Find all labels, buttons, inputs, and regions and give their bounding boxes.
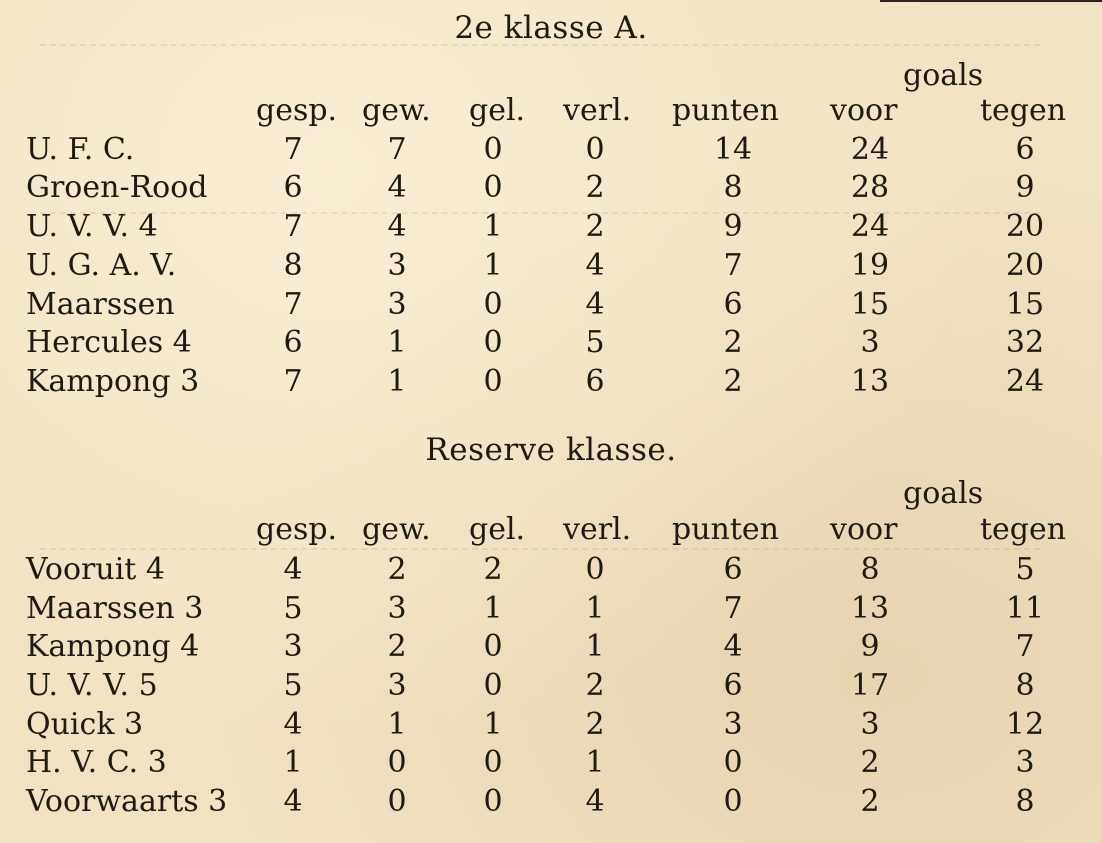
cell-verl: 2 — [585, 170, 605, 205]
cell-punten: 8 — [723, 170, 743, 205]
cell-punten: 2 — [723, 364, 743, 399]
cell-punten: 7 — [723, 248, 743, 283]
cell-gew: 3 — [387, 248, 407, 283]
cell-punten: 2 — [723, 325, 743, 360]
cell-punten: 7 — [723, 591, 743, 626]
cell-verl: 4 — [585, 287, 605, 322]
cell-voor: 28 — [850, 170, 890, 205]
cell-gel: 1 — [483, 209, 503, 244]
cell-gesp: 4 — [283, 552, 303, 587]
cell-tegen: 8 — [1015, 668, 1035, 703]
table-1-header-verl: verl. — [563, 93, 632, 128]
cell-gesp: 6 — [283, 170, 303, 205]
team-name: Groen-Rood — [26, 170, 208, 205]
team-name: Quick 3 — [26, 707, 144, 742]
cell-voor: 24 — [850, 209, 890, 244]
cell-gew: 2 — [387, 552, 407, 587]
table-2-goals-label: goals — [903, 476, 984, 511]
cell-tegen: 12 — [1005, 707, 1045, 742]
cell-gel: 0 — [483, 784, 503, 819]
cell-punten: 0 — [723, 784, 743, 819]
cell-gel: 0 — [483, 170, 503, 205]
cell-voor: 24 — [850, 132, 890, 167]
cell-gew: 1 — [387, 325, 407, 360]
cell-gew: 0 — [387, 745, 407, 780]
cell-gel: 0 — [483, 132, 503, 167]
cell-voor: 9 — [860, 629, 880, 664]
cell-gesp: 8 — [283, 248, 303, 283]
cell-gesp: 5 — [283, 591, 303, 626]
table-1-goals-label: goals — [903, 58, 984, 93]
cell-gesp: 6 — [283, 325, 303, 360]
cell-tegen: 11 — [1005, 591, 1045, 626]
cell-voor: 19 — [850, 248, 890, 283]
cell-tegen: 20 — [1005, 248, 1045, 283]
cell-verl: 2 — [585, 668, 605, 703]
cell-verl: 5 — [585, 325, 605, 360]
cell-gel: 1 — [483, 591, 503, 626]
cell-gew: 0 — [387, 784, 407, 819]
table-1-header-gew: gew. — [362, 93, 431, 128]
team-name: Vooruit 4 — [26, 552, 165, 587]
table-1-header-gesp: gesp. — [256, 93, 338, 128]
cell-gesp: 4 — [283, 707, 303, 742]
cell-gew: 2 — [387, 629, 407, 664]
cell-tegen: 6 — [1015, 132, 1035, 167]
cell-voor: 2 — [860, 784, 880, 819]
table-2-header-punten: punten — [672, 512, 779, 547]
cell-gel: 0 — [483, 325, 503, 360]
cell-voor: 17 — [850, 668, 890, 703]
table-1-header-punten: punten — [672, 93, 779, 128]
team-name: U. G. A. V. — [26, 248, 177, 283]
cell-punten: 0 — [723, 745, 743, 780]
team-name: Kampong 3 — [26, 364, 200, 399]
cell-punten: 6 — [723, 287, 743, 322]
table-2-header-gew: gew. — [362, 512, 431, 547]
cell-verl: 6 — [585, 364, 605, 399]
cell-gel: 0 — [483, 629, 503, 664]
cell-voor: 13 — [850, 591, 890, 626]
cell-gel: 0 — [483, 287, 503, 322]
cell-verl: 4 — [585, 248, 605, 283]
cell-voor: 15 — [850, 287, 890, 322]
cell-voor: 3 — [860, 325, 880, 360]
cell-gel: 1 — [483, 248, 503, 283]
cell-gew: 1 — [387, 364, 407, 399]
cell-tegen: 24 — [1005, 364, 1045, 399]
cell-tegen: 7 — [1015, 629, 1035, 664]
cell-gew: 4 — [387, 209, 407, 244]
cell-gesp: 4 — [283, 784, 303, 819]
cell-gesp: 3 — [283, 629, 303, 664]
team-name: U. V. V. 4 — [26, 209, 158, 244]
cell-tegen: 8 — [1015, 784, 1035, 819]
cell-gesp: 7 — [283, 209, 303, 244]
cell-gel: 0 — [483, 668, 503, 703]
cell-gel: 0 — [483, 745, 503, 780]
team-name: Hercules 4 — [26, 325, 192, 360]
team-name: Maarssen — [26, 287, 175, 322]
cell-gew: 3 — [387, 287, 407, 322]
table-2-header-tegen: tegen — [980, 512, 1067, 547]
cell-punten: 3 — [723, 707, 743, 742]
cell-voor: 8 — [860, 552, 880, 587]
table-1-title: 2e klasse A. — [454, 10, 648, 46]
team-name: H. V. C. 3 — [26, 745, 167, 780]
table-1-header-voor: voor — [830, 93, 898, 128]
cell-gew: 3 — [387, 591, 407, 626]
table-2-header-voor: voor — [830, 512, 898, 547]
cell-verl: 4 — [585, 784, 605, 819]
team-name: Kampong 4 — [26, 629, 200, 664]
table-2-header-gel: gel. — [469, 512, 526, 547]
table-2-header-gesp: gesp. — [256, 512, 338, 547]
table-1-header-tegen: tegen — [980, 93, 1067, 128]
cell-punten: 9 — [723, 209, 743, 244]
bleed-through-line — [40, 548, 1040, 550]
cell-tegen: 32 — [1005, 325, 1045, 360]
cell-verl: 0 — [585, 552, 605, 587]
cell-tegen: 5 — [1015, 552, 1035, 587]
cell-gel: 0 — [483, 364, 503, 399]
cell-tegen: 15 — [1005, 287, 1045, 322]
cell-verl: 1 — [585, 745, 605, 780]
cell-verl: 2 — [585, 209, 605, 244]
cell-tegen: 20 — [1005, 209, 1045, 244]
cell-gew: 7 — [387, 132, 407, 167]
cell-verl: 0 — [585, 132, 605, 167]
cell-gesp: 1 — [283, 745, 303, 780]
team-name: U. F. C. — [26, 132, 135, 167]
cell-gew: 4 — [387, 170, 407, 205]
cell-gesp: 5 — [283, 668, 303, 703]
cell-gel: 2 — [483, 552, 503, 587]
cell-punten: 6 — [723, 552, 743, 587]
cell-gew: 1 — [387, 707, 407, 742]
team-name: Voorwaarts 3 — [26, 784, 228, 819]
table-2-header-verl: verl. — [563, 512, 632, 547]
cell-punten: 14 — [713, 132, 753, 167]
cell-gew: 3 — [387, 668, 407, 703]
cell-verl: 1 — [585, 591, 605, 626]
team-name: U. V. V. 5 — [26, 668, 158, 703]
cell-gesp: 7 — [283, 132, 303, 167]
cell-gesp: 7 — [283, 287, 303, 322]
cell-gesp: 7 — [283, 364, 303, 399]
cell-verl: 1 — [585, 629, 605, 664]
cell-punten: 6 — [723, 668, 743, 703]
cell-gel: 1 — [483, 707, 503, 742]
table-2-title: Reserve klasse. — [425, 432, 677, 468]
team-name: Maarssen 3 — [26, 591, 204, 626]
table-1-header-gel: gel. — [469, 93, 526, 128]
cell-voor: 3 — [860, 707, 880, 742]
cell-tegen: 3 — [1015, 745, 1035, 780]
top-rule — [880, 0, 1102, 2]
cell-voor: 2 — [860, 745, 880, 780]
cell-punten: 4 — [723, 629, 743, 664]
cell-tegen: 9 — [1015, 170, 1035, 205]
cell-verl: 2 — [585, 707, 605, 742]
cell-voor: 13 — [850, 364, 890, 399]
